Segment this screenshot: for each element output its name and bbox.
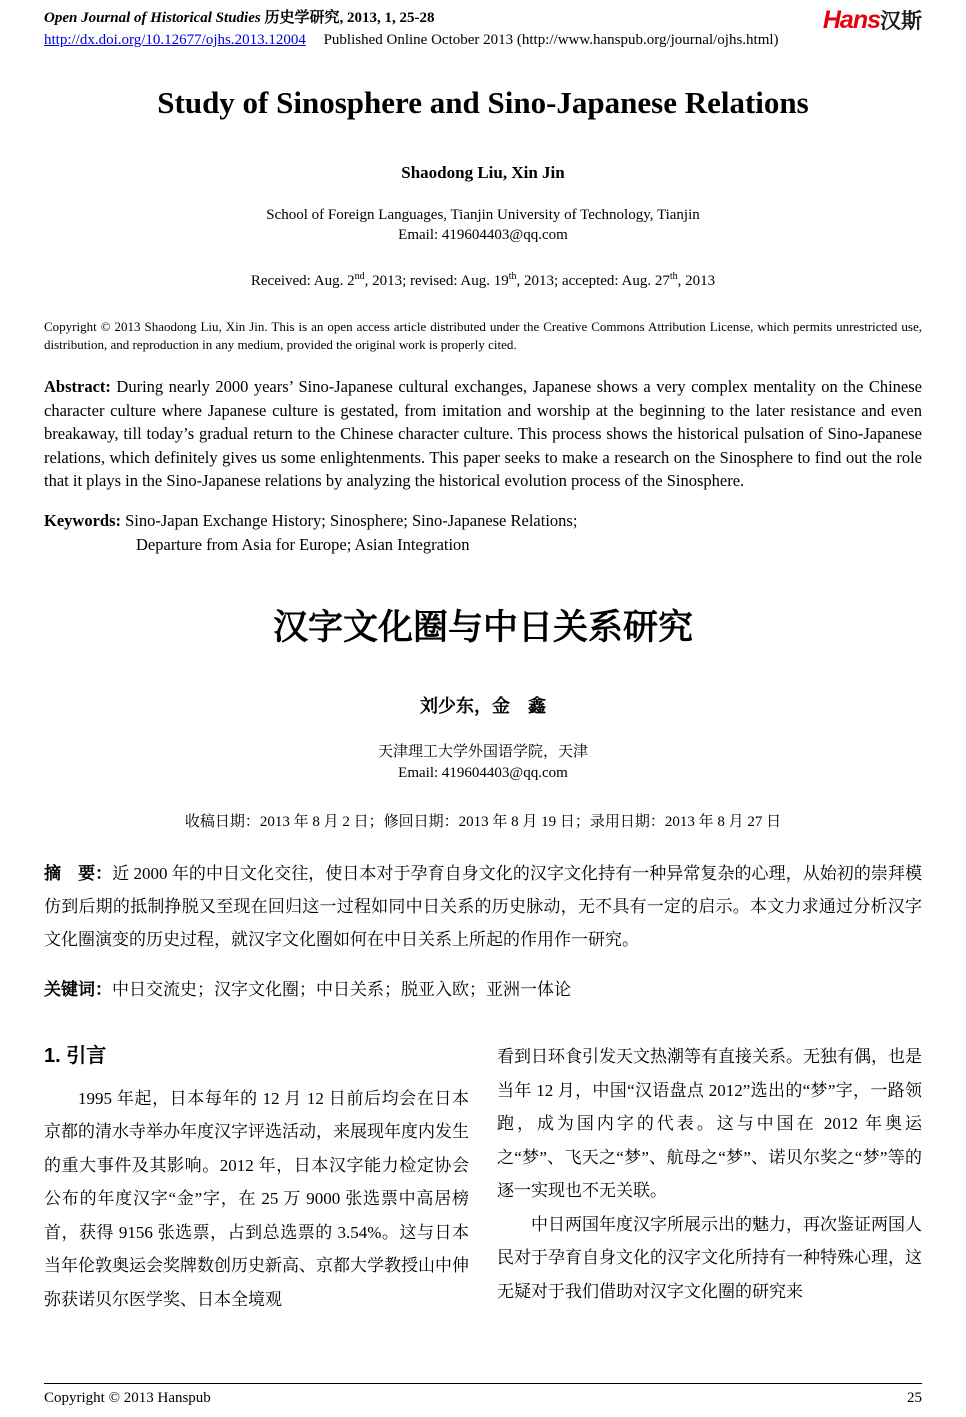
doi-link[interactable]: http://dx.doi.org/10.12677/ojhs.2013.12004 bbox=[44, 32, 306, 48]
abstract-text: During nearly 2000 years’ Sino-Japanese cultural exchanges, Japanese shows a very complex mentality on the Chinese character culture where Japanese culture is gestated, from imitation and worship at the beginning to the later resistance and even breakaway, till today’s gradual return to the Chinese character culture. This process shows the historical pulsation of Sino-Japanese relations, which definitely gives us some enlightenments. This paper seeks to make a research on the Sinosphere to find out the role that it plays in the Sino-Japanese relations by analyzing the historical evolution process of the Sinosphere. bbox=[44, 377, 922, 490]
body-paragraph: 中日两国年度汉字所展示出的魅力，再次鉴证两国人民对于孕育自身文化的汉字文化所持有一种特殊心理，这无疑对于我们借助对汉字文化圈的研究来 bbox=[497, 1214, 922, 1301]
page-header bbox=[44, 8, 922, 51]
body-columns bbox=[44, 1040, 922, 1316]
abstract-text-cn: 近 2000 年的中日文化交往，使日本对于孕育自身文化的汉字文化持有一种异常复杂的心理，从始初的崇拜模仿到后期的抵制挣脱又至现在回归这一过程如同中日关系的历史脉动，无不具有一定的启示。本文力求通过分析汉字文化圈演变的历史过程，就汉字文化圈如何在中日关系上所起的作用作一研究。 bbox=[44, 864, 923, 949]
keywords-line1: Sino-Japan Exchange History; Sinosphere; Sino-Japanese Relations; bbox=[125, 511, 578, 530]
abstract-label-cn: 摘 要： bbox=[44, 864, 113, 883]
authors-chinese: 刘少东，金 鑫 bbox=[420, 696, 546, 716]
received-part: , 2013; accepted: Aug. 27 bbox=[516, 273, 670, 289]
keywords-chinese bbox=[44, 973, 922, 1006]
journal-title-english: Open Journal of Historical Studies bbox=[44, 10, 261, 26]
received-dates-chinese: 收稿日期：2013 年 8 月 2 日；修回日期：2013 年 8 月 19 日；录用日期：2013 年 8 月 27 日 bbox=[184, 814, 782, 830]
header-left bbox=[44, 8, 779, 51]
journal-title-line bbox=[44, 8, 779, 29]
affiliation-chinese bbox=[44, 742, 922, 784]
keywords-text-cn: 中日交流史；汉字文化圈；中日关系；脱亚入欧；亚洲一体论 bbox=[112, 980, 571, 999]
authors-english: Shaodong Liu, Xin Jin bbox=[401, 163, 565, 182]
keywords-line2: Departure from Asia for Europe; Asian Integration bbox=[136, 534, 470, 554]
received-sup: th bbox=[508, 271, 517, 282]
abstract-chinese bbox=[44, 857, 922, 956]
received-dates-english bbox=[44, 273, 922, 290]
hanspub-logo bbox=[823, 8, 922, 36]
keywords-label-cn: 关键词： bbox=[44, 980, 112, 999]
abstract-label: Abstract: bbox=[44, 377, 111, 396]
published-online-text: Published Online October 2013 (http://www.hanspub.org/journal/ojhs.html) bbox=[323, 32, 779, 48]
keywords-label: Keywords: bbox=[44, 511, 121, 530]
page-number: 25 bbox=[907, 1390, 922, 1406]
journal-title-rest: 历史学研究, 2013, 1, 25-28 bbox=[260, 10, 435, 26]
body-paragraph: 1995 年起，日本每年的 12 月 12 日前后均会在日本京都的清水寺举办年度汉字评选活动，来展现年度内发生的重大事件及其影响。2012 年，日本汉字能力检定协会公布的年度汉字“金”字，在 25 万 9000 张选票中高居榜首，获得 9156 张选票，占到总选票的 3.54%。这与日本当年伦敦奥运会奖牌数创历史新高、京都大学教授山中伸弥获诺贝尔医学奖、日本全境观 bbox=[44, 1088, 469, 1309]
received-sup: nd bbox=[354, 271, 365, 282]
page-title: Study of Sinosphere and Sino-Japanese Relations bbox=[157, 85, 809, 120]
received-sup: th bbox=[669, 271, 678, 282]
received-part: , 2013; revised: Aug. 19 bbox=[364, 273, 509, 289]
column-left bbox=[44, 1040, 469, 1316]
abstract-english bbox=[44, 375, 922, 493]
affiliation-line-cn: 天津理工大学外国语学院，天津 bbox=[377, 744, 588, 760]
keywords-line1-wrap bbox=[44, 509, 922, 533]
section-1-heading: 1. 引言 bbox=[44, 1045, 107, 1067]
page-footer bbox=[44, 1383, 922, 1407]
email-line-cn: Email: 419604403@qq.com bbox=[398, 765, 568, 781]
received-part: Received: Aug. 2 bbox=[250, 273, 355, 289]
body-paragraph: 看到日环食引发天文热潮等有直接关系。无独有偶，也是当年 12 月，中国“汉语盘点 2012”选出的“梦”字，一路领跑，成为国内字的代表。这与中国在 2012 年奥运之“梦”、飞天之“梦”、航母之“梦”、诺贝尔奖之“梦”等的逐一实现也不无关联。 bbox=[497, 1047, 922, 1200]
copyright-notice: Copyright © 2013 Shaodong Liu, Xin Jin. This is an open access article distributed under the Creative Commons Attribution License, which permits unrestricted use, distribution, and reproduction in any medium, provided the original work is properly cited. bbox=[44, 319, 922, 352]
affiliation-english bbox=[44, 205, 922, 245]
received-part: , 2013 bbox=[677, 273, 716, 289]
hanspub-logo-cn: 汉斯 bbox=[880, 10, 922, 33]
keywords-english bbox=[44, 509, 922, 556]
page-title-chinese: 汉字文化圈与中日关系研究 bbox=[272, 608, 693, 647]
doi-line bbox=[44, 30, 779, 51]
affiliation-line: School of Foreign Languages, Tianjin University of Technology, Tianjin bbox=[266, 207, 700, 223]
hanspub-logo-hans: Hans bbox=[822, 6, 880, 34]
column-right bbox=[497, 1040, 922, 1316]
footer-copyright: Copyright © 2013 Hanspub bbox=[44, 1390, 211, 1406]
email-line: Email: 419604403@qq.com bbox=[398, 227, 568, 243]
